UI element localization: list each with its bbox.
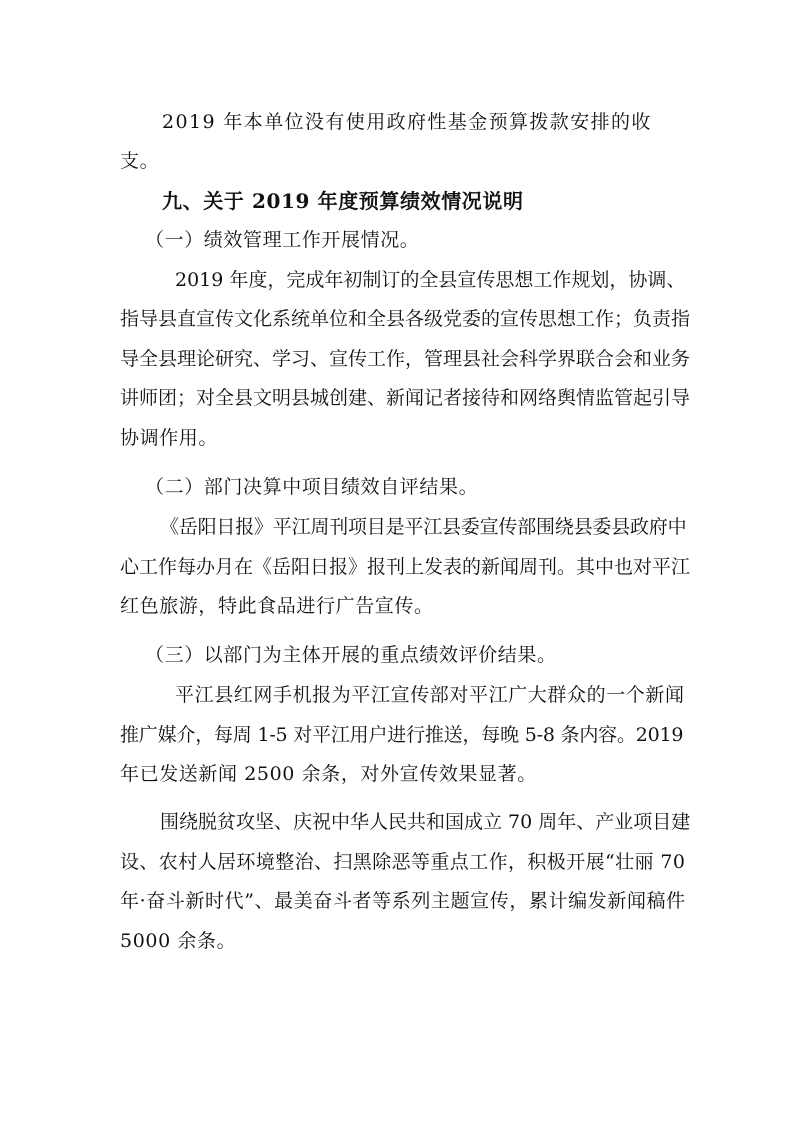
paragraph-line: 导全县理论研究、学习、宣传工作，管理县社会科学界联合会和业务 bbox=[120, 348, 691, 370]
paragraph-line: 5000 余条。 bbox=[120, 930, 237, 952]
subsection-heading: （三）以部门为主体开展的重点绩效评价结果。 bbox=[145, 644, 557, 666]
paragraph-line: 平江县红网手机报为平江宣传部对平江广大群众的一个新闻 bbox=[175, 684, 685, 706]
paragraph-line: 支。 bbox=[120, 150, 160, 172]
paragraph-line: 设、农村人居环境整治、扫黑除恶等重点工作，积极开展“壮丽 70 bbox=[120, 851, 686, 873]
paragraph-line: 《岳阳日报》平江周刊项目是平江县委宣传部围绕县委县政府中 bbox=[160, 516, 687, 538]
paragraph-line: 2019 年本单位没有使用政府性基金预算拨款安排的收 bbox=[162, 111, 652, 133]
paragraph-line: 推广媒介，每周 1-5 对平江用户进行推送，每晚 5-8 条内容。2019 bbox=[120, 724, 684, 746]
paragraph-line: 年已发送新闻 2500 余条，对外宣传效果显著。 bbox=[120, 763, 537, 785]
paragraph-line: 围绕脱贫攻坚、庆祝中华人民共和国成立 70 周年、产业项目建 bbox=[160, 811, 691, 833]
paragraph-line: 协调作用。 bbox=[120, 427, 219, 449]
paragraph-line: 讲师团；对全县文明县城创建、新闻记者接待和网络舆情监管起引导 bbox=[120, 387, 691, 409]
paragraph-line: 指导县直宣传文化系统单位和全县各级党委的宣传思想工作；负责指 bbox=[120, 308, 691, 330]
subsection-heading: （一）绩效管理工作开展情况。 bbox=[145, 229, 420, 251]
paragraph-line: 心工作每办月在《岳阳日报》报刊上发表的新闻周刊。其中也对平江 bbox=[120, 556, 691, 578]
paragraph-line: 红色旅游，特此食品进行广告宣传。 bbox=[120, 595, 434, 617]
section-heading: 九、关于 2019 年度预算绩效情况说明 bbox=[162, 189, 524, 213]
paragraph-line: 2019 年度，完成年初制订的全县宣传思想工作规划，协调、 bbox=[175, 269, 686, 291]
paragraph-line: 年·奋斗新时代”、最美奋斗者等系列主题宣传，累计编发新闻稿件 bbox=[120, 890, 686, 912]
subsection-heading: （二）部门决算中项目绩效自评结果。 bbox=[145, 476, 479, 498]
